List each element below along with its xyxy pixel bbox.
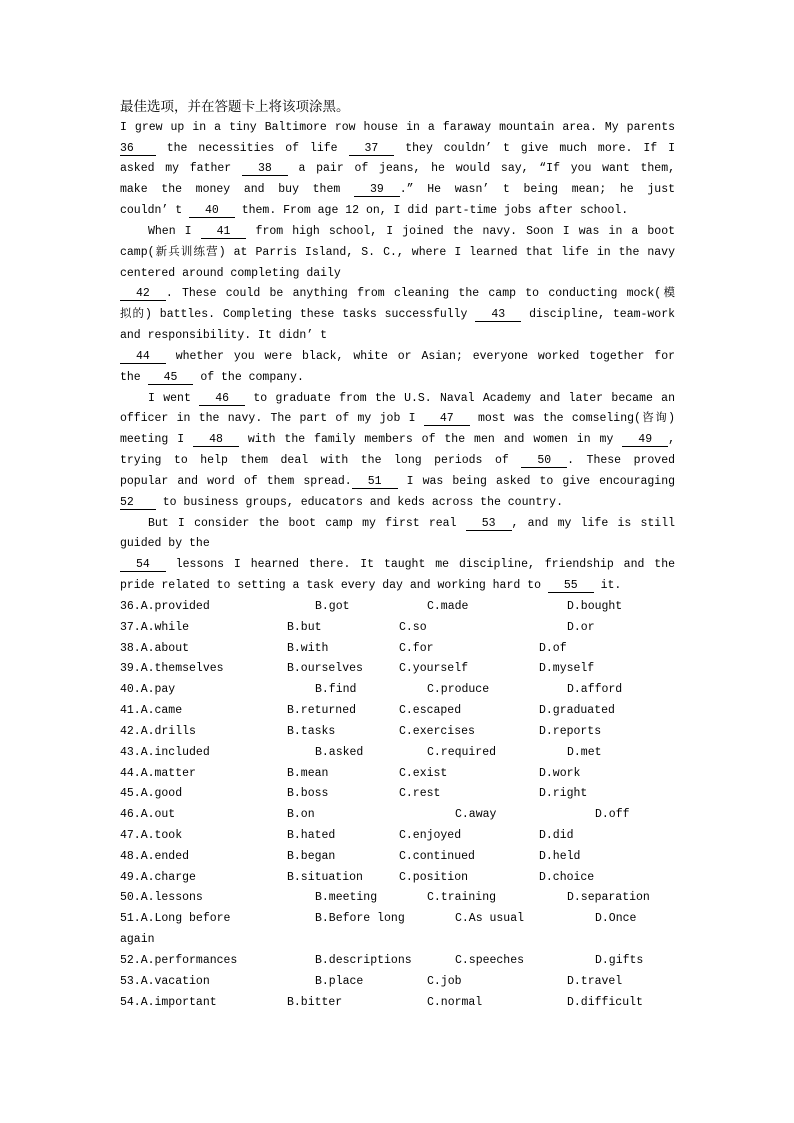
passage-line: [120, 139, 675, 160]
option-row-41: [120, 701, 675, 722]
passage-line: [120, 180, 675, 201]
passage-text: from high school, I joined the navy. Soon I was in a boot: [246, 224, 675, 238]
option-53-b: B.place: [315, 974, 364, 988]
passage-text: . These proved: [567, 454, 675, 468]
passage-line: [120, 534, 675, 555]
option-50-c: C.training: [427, 891, 497, 905]
option-43-d: D.met: [567, 745, 602, 759]
option-row-48: [120, 847, 675, 868]
answer-blank-52: 52: [120, 496, 156, 510]
passage-text: the necessities of life: [155, 141, 349, 155]
option-51-d-continued: again: [120, 933, 155, 947]
option-38-b: B.with: [287, 641, 329, 655]
passage-line: [120, 284, 675, 305]
option-37-a: 37.A.while: [120, 620, 190, 634]
option-42-d: D.reports: [539, 724, 602, 738]
passage-text: most was the comseling(咨询): [469, 412, 675, 426]
option-38-d: D.of: [539, 641, 567, 655]
passage-line: [120, 305, 675, 326]
answer-blank-49: 49: [622, 433, 668, 447]
passage-text: camp(新兵训练营) at Parris Island, S. C., where I learned that life in the navy: [120, 245, 675, 259]
passage-line: [120, 201, 675, 222]
option-39-d: D.myself: [539, 662, 595, 676]
answer-blank-50: 50: [521, 454, 567, 468]
option-48-b: B.began: [287, 849, 336, 863]
passage-line: [120, 472, 675, 493]
option-row-39: [120, 659, 675, 680]
passage-line: [120, 493, 675, 514]
option-47-b: B.hated: [287, 828, 336, 842]
option-51-d: D.Once: [595, 912, 637, 926]
option-54-d: D.difficult: [567, 995, 643, 1009]
option-36-d: D.bought: [567, 599, 623, 613]
passage-text: whether you were black, white or Asian; everyone worked together for: [165, 349, 675, 363]
passage-line: [120, 264, 675, 285]
option-47-c: C.enjoyed: [399, 828, 462, 842]
answer-blank-39: 39: [354, 183, 400, 197]
passage-text: to business groups, educators and keds across the country.: [155, 495, 563, 509]
passage-text: I was being asked to give encouraging: [397, 474, 675, 488]
option-44-b: B.mean: [287, 766, 329, 780]
option-40-a: 40.A.pay: [120, 683, 176, 697]
passage-text: it.: [593, 579, 622, 593]
option-48-a: 48.A.ended: [120, 849, 190, 863]
option-45-b: B.boss: [287, 787, 329, 801]
option-41-c: C.escaped: [399, 704, 462, 718]
option-49-d: D.choice: [539, 870, 595, 884]
option-49-c: C.position: [399, 870, 469, 884]
option-54-c: C.normal: [427, 995, 483, 1009]
option-41-a: 41.A.came: [120, 704, 183, 718]
option-37-b: B.but: [287, 620, 322, 634]
passage-text: meeting I: [120, 433, 194, 447]
passage-text: discipline, team-work: [521, 308, 675, 322]
option-50-d: D.separation: [567, 891, 650, 905]
passage-text: pride related to setting a task every day and working hard to: [120, 579, 548, 593]
answer-blank-43: 43: [475, 308, 521, 322]
answer-blank-53: 53: [466, 517, 512, 531]
answer-blank-41: 41: [201, 225, 247, 239]
option-row-42: [120, 722, 675, 743]
option-38-a: 38.A.about: [120, 641, 190, 655]
option-51-a: 51.A.Long before: [120, 912, 231, 926]
option-42-a: 42.A.drills: [120, 724, 196, 738]
option-45-d: D.right: [539, 787, 588, 801]
passage-text: a pair of jeans, he would say, “If you want them,: [287, 162, 676, 176]
option-row-50: [120, 888, 675, 909]
passage-line: [120, 555, 675, 576]
options-list: [120, 597, 675, 1014]
option-44-a: 44.A.matter: [120, 766, 196, 780]
passage-text: couldn’ t: [120, 204, 190, 218]
option-44-d: D.work: [539, 766, 581, 780]
option-row-52: [120, 951, 675, 972]
passage-text: make the money and buy them: [120, 183, 354, 197]
option-50-b: B.meeting: [315, 891, 378, 905]
option-43-c: C.required: [427, 745, 497, 759]
option-row-51: [120, 909, 675, 930]
answer-blank-48: 48: [193, 433, 239, 447]
option-43-a: 43.A.included: [120, 745, 210, 759]
option-51-b: B.Before long: [315, 912, 405, 926]
option-53-d: D.travel: [567, 974, 623, 988]
option-46-a: 46.A.out: [120, 808, 176, 822]
option-row-37: [120, 618, 675, 639]
option-row-49: [120, 868, 675, 889]
answer-blank-42: 42: [120, 287, 166, 301]
passage-line: [120, 159, 675, 180]
option-53-a: 53.A.vacation: [120, 974, 210, 988]
option-42-c: C.exercises: [399, 724, 475, 738]
passage-text: centered around completing daily: [120, 266, 341, 280]
option-49-b: B.situation: [287, 870, 363, 884]
option-49-a: 49.A.charge: [120, 870, 196, 884]
option-row-43: [120, 743, 675, 764]
option-54-b: B.bitter: [287, 995, 343, 1009]
passage-text: .” He wasn’ t being mean; he just: [399, 183, 675, 197]
passage-text: lessons I hearned there. It taught me discipline, friendship and the: [165, 558, 675, 572]
passage-text: with the family members of the men and women in my: [238, 433, 623, 447]
option-46-d: D.off: [595, 808, 630, 822]
option-row-54: [120, 993, 675, 1014]
option-44-c: C.exist: [399, 766, 448, 780]
answer-blank-54: 54: [120, 558, 166, 572]
option-52-c: C.speeches: [455, 953, 525, 967]
answer-blank-46: 46: [199, 392, 245, 406]
passage-line: [120, 243, 675, 264]
passage-line: [120, 576, 675, 597]
option-48-d: D.held: [539, 849, 581, 863]
passage-text: But I consider the boot camp my first real: [148, 516, 466, 530]
passage-line: [120, 326, 675, 347]
option-row-45: [120, 784, 675, 805]
passage-text: popular and word of them spread.: [120, 474, 352, 488]
option-42-b: B.tasks: [287, 724, 336, 738]
option-39-b: B.ourselves: [287, 662, 363, 676]
passage-text: When I: [148, 224, 201, 238]
passage-text: , and my life is still: [511, 516, 676, 530]
option-40-b: B.find: [315, 683, 357, 697]
passage-text: 拟的) battles. Completing these tasks successfully: [120, 308, 476, 322]
option-41-b: B.returned: [287, 704, 357, 718]
option-43-b: B.asked: [315, 745, 364, 759]
passage-text: asked my father: [120, 162, 242, 176]
option-47-d: D.did: [539, 828, 574, 842]
instruction-line: 最佳选项，并在答题卡上将该项涂黑。: [120, 99, 350, 115]
passage-text: I grew up in a tiny Baltimore row house in a faraway mountain area. My parents: [120, 120, 675, 134]
answer-blank-38: 38: [242, 162, 288, 176]
answer-blank-44: 44: [120, 350, 166, 364]
option-50-a: 50.A.lessons: [120, 891, 203, 905]
option-row-46: [120, 805, 675, 826]
passage-text: of the company.: [193, 370, 304, 384]
option-row-36: [120, 597, 675, 618]
option-47-a: 47.A.took: [120, 828, 183, 842]
passage-text: the: [120, 370, 148, 384]
option-51-c: C.As usual: [455, 912, 525, 926]
answer-blank-36: 36: [120, 142, 156, 156]
option-row-44: [120, 764, 675, 785]
option-39-c: C.yourself: [399, 662, 469, 676]
option-37-d: D.or: [567, 620, 595, 634]
passage-line: [120, 451, 675, 472]
passage-text: to graduate from the U.S. Naval Academy and later became an: [245, 391, 675, 405]
option-38-c: C.for: [399, 641, 434, 655]
option-46-b: B.on: [287, 808, 315, 822]
option-row-47: [120, 826, 675, 847]
option-row-40: [120, 680, 675, 701]
option-45-c: C.rest: [399, 787, 441, 801]
passage-line: [120, 118, 675, 139]
passage-line: [120, 389, 675, 410]
passage-text: I went: [148, 391, 200, 405]
answer-blank-51: 51: [352, 475, 398, 489]
option-39-a: 39.A.themselves: [120, 662, 224, 676]
passage-text: guided by the: [120, 537, 210, 551]
passage-line: [120, 368, 675, 389]
option-40-c: C.produce: [427, 683, 490, 697]
passage-line: [120, 222, 675, 243]
answer-blank-45: 45: [148, 371, 194, 385]
answer-blank-37: 37: [349, 142, 395, 156]
option-row-53: [120, 972, 675, 993]
passage-text: ,: [668, 433, 676, 447]
option-36-b: B.got: [315, 599, 350, 613]
option-46-c: C.away: [455, 808, 497, 822]
option-41-d: D.graduated: [539, 704, 615, 718]
option-52-b: B.descriptions: [315, 953, 412, 967]
option-52-d: D.gifts: [595, 953, 644, 967]
passage-text: and responsibility. It didn’ t: [120, 329, 328, 343]
option-row-38: [120, 639, 675, 660]
option-45-a: 45.A.good: [120, 787, 183, 801]
option-36-a: 36.A.provided: [120, 599, 210, 613]
cloze-passage: [120, 118, 675, 597]
option-54-a: 54.A.important: [120, 995, 217, 1009]
answer-blank-55: 55: [548, 579, 594, 593]
answer-blank-47: 47: [424, 412, 470, 426]
passage-line: [120, 514, 675, 535]
passage-text: . These could be anything from cleaning the camp to conducting mock(模: [165, 287, 675, 301]
option-40-d: D.afford: [567, 683, 623, 697]
option-48-c: C.continued: [399, 849, 475, 863]
answer-blank-40: 40: [189, 204, 235, 218]
passage-text: officer in the navy. The part of my job I: [120, 412, 424, 426]
document-page: [120, 97, 675, 1013]
passage-text: them. From age 12 on, I did part-time jobs after school.: [234, 204, 629, 218]
passage-line: [120, 347, 675, 368]
passage-line: [120, 430, 675, 451]
option-37-c: C.so: [399, 620, 427, 634]
passage-text: trying to help them deal with the long periods of: [120, 454, 522, 468]
passage-line: [120, 409, 675, 430]
passage-text: they couldn’ t give much more. If I: [394, 141, 675, 155]
option-52-a: 52.A.performances: [120, 953, 238, 967]
option-53-c: C.job: [427, 974, 462, 988]
option-36-c: C.made: [427, 599, 469, 613]
